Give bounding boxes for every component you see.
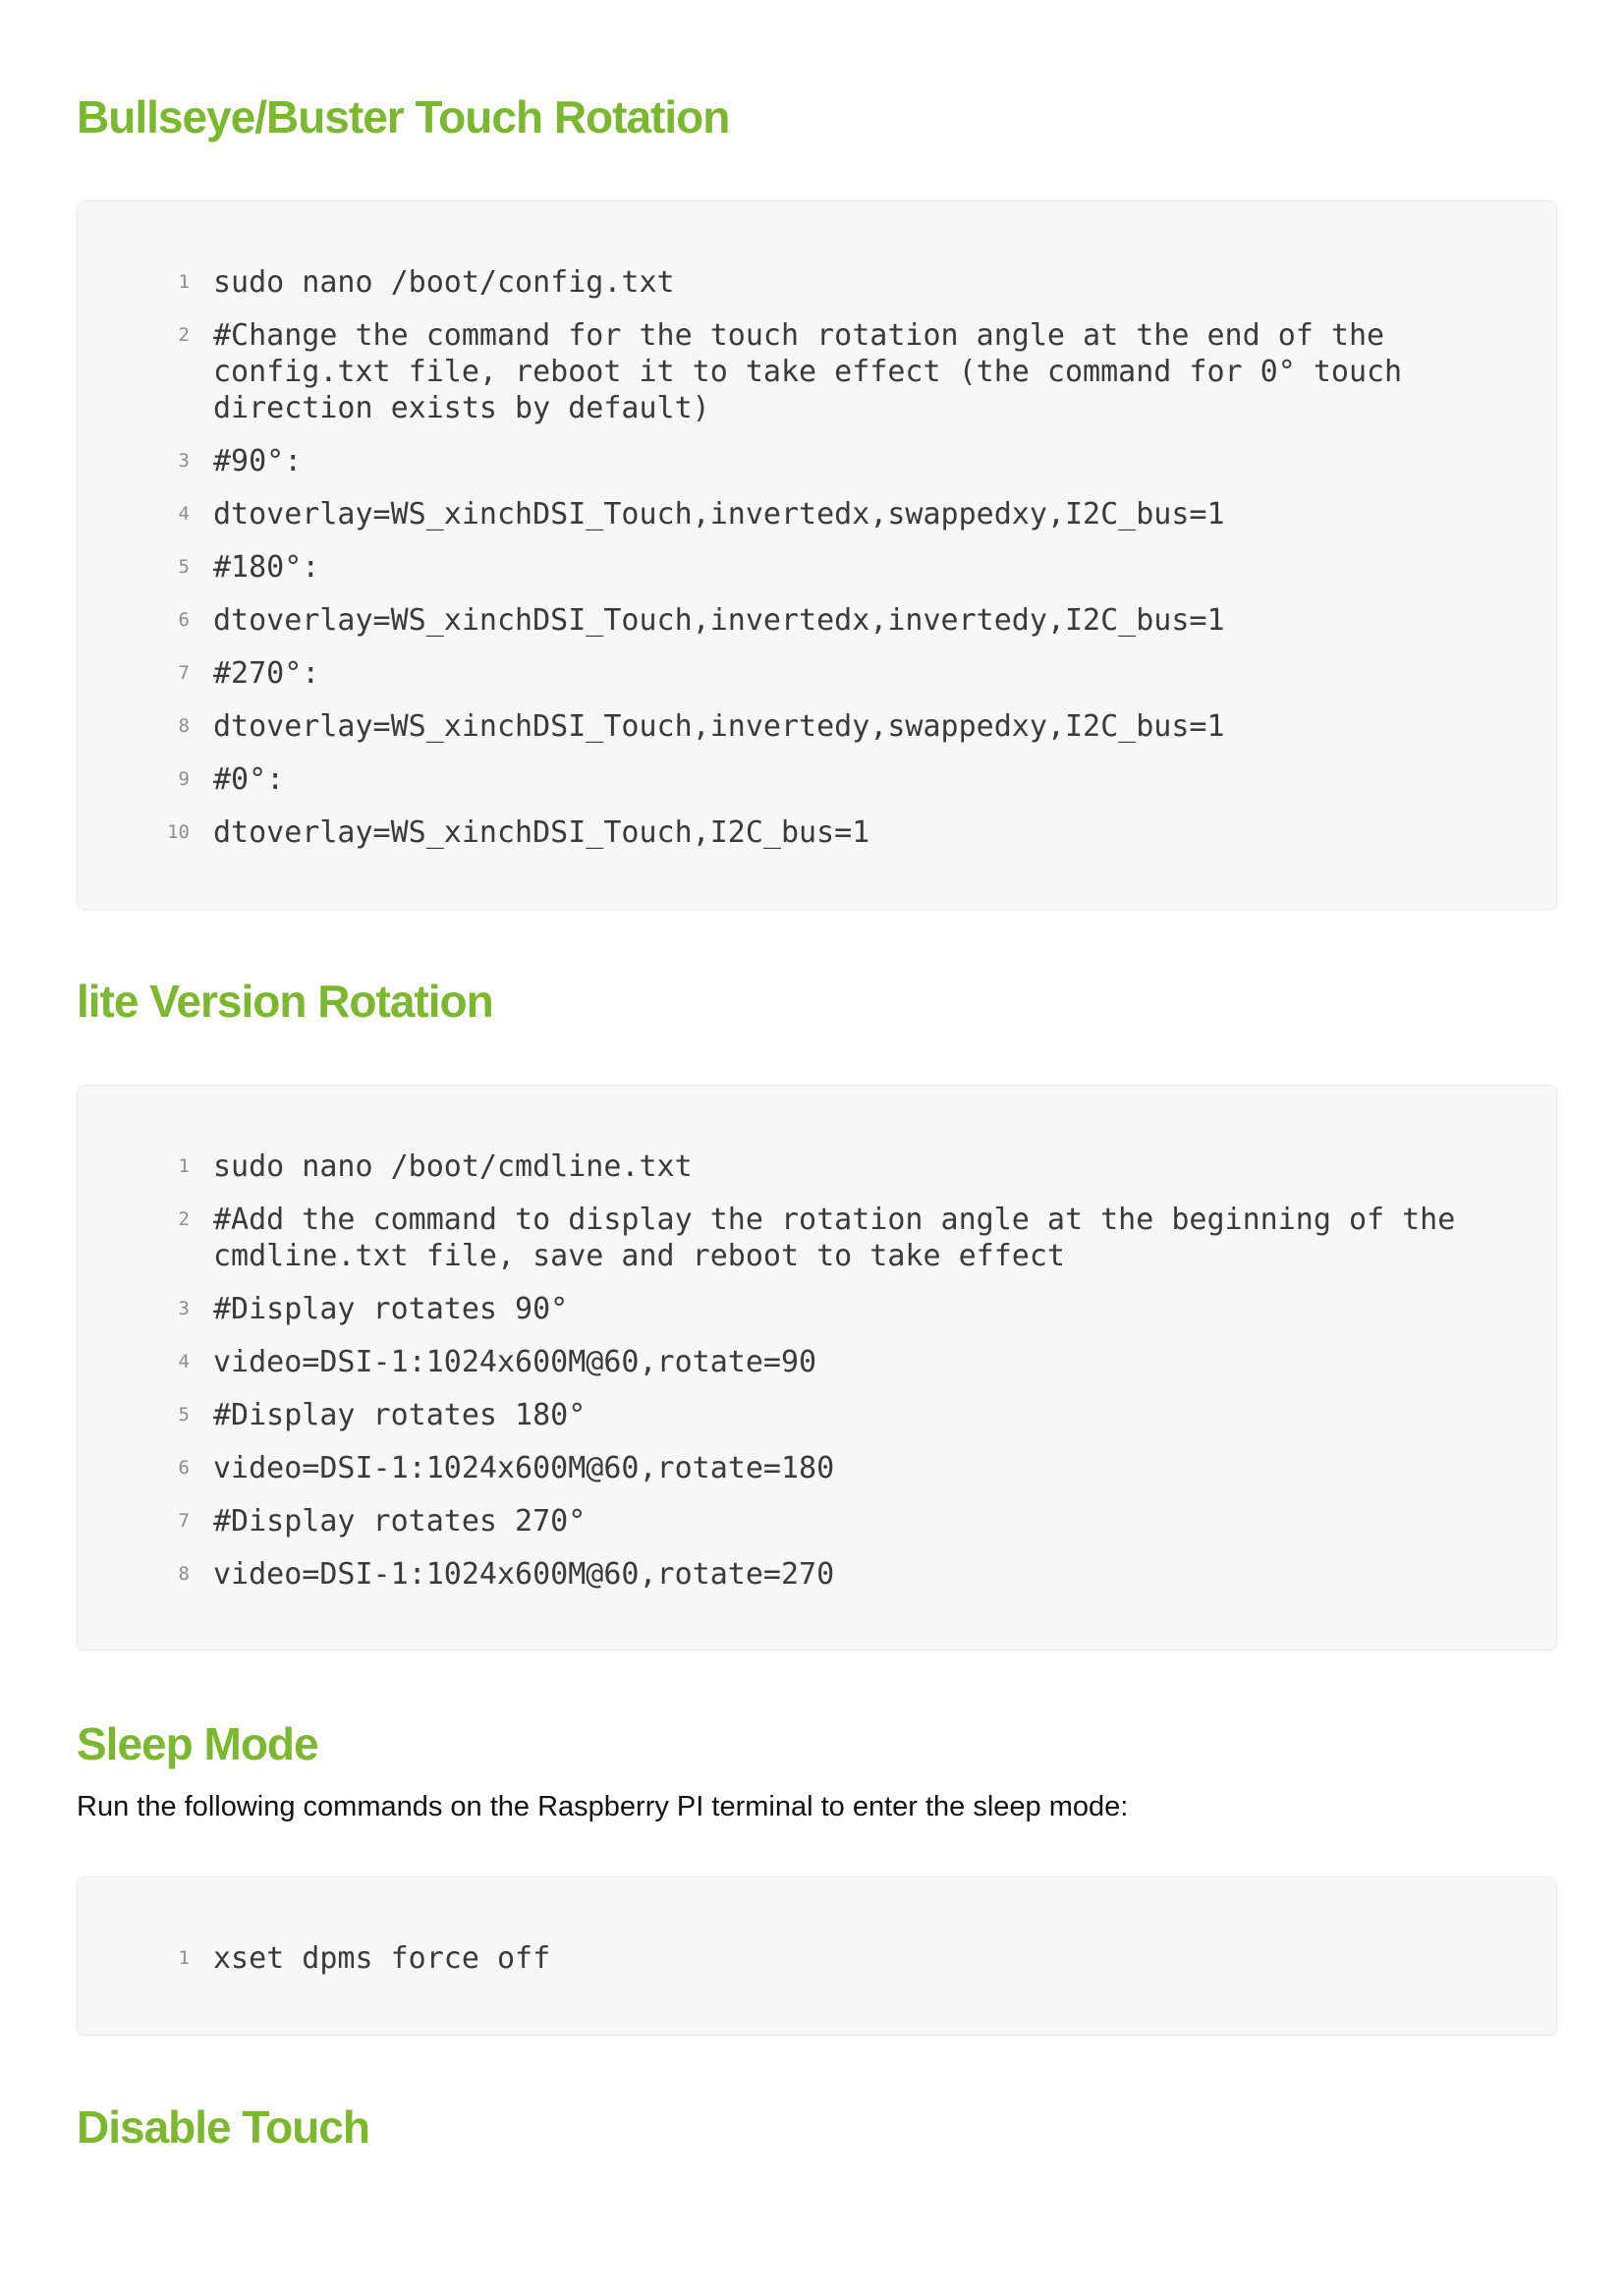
line-number: 1 bbox=[178, 1947, 190, 1969]
code-line bbox=[78, 1940, 1556, 1977]
code-line bbox=[78, 708, 1556, 745]
code-text: #270°: bbox=[213, 656, 320, 691]
code-text: #Change the command for the touch rotation angle at the end of the config.txt file, reboot it to take effect (the command for 0° touch direction exists by default) bbox=[213, 318, 1421, 425]
code-block-touch-rotation bbox=[77, 200, 1557, 910]
code-line bbox=[78, 1202, 1556, 1274]
line-number: 4 bbox=[178, 503, 190, 525]
line-number: 3 bbox=[178, 450, 190, 472]
line-number: 1 bbox=[178, 271, 190, 293]
code-line bbox=[78, 317, 1556, 426]
code-text: sudo nano /boot/config.txt bbox=[213, 265, 675, 300]
line-number: 5 bbox=[178, 1404, 190, 1426]
code-text: dtoverlay=WS_xinchDSI_Touch,invertedx,invertedy,I2C_bus=1 bbox=[213, 603, 1225, 638]
code-line bbox=[78, 1291, 1556, 1327]
code-text: #Display rotates 180° bbox=[213, 1398, 587, 1432]
line-number: 9 bbox=[178, 768, 190, 790]
code-line bbox=[78, 814, 1556, 851]
line-number: 3 bbox=[178, 1298, 190, 1319]
line-number: 8 bbox=[178, 715, 190, 737]
line-number: 2 bbox=[178, 1208, 190, 1230]
code-text: video=DSI-1:1024x600M@60,rotate=180 bbox=[213, 1451, 835, 1485]
code-text: #0°: bbox=[213, 762, 285, 797]
code-text: dtoverlay=WS_xinchDSI_Touch,invertedy,swappedxy,I2C_bus=1 bbox=[213, 709, 1225, 744]
section-heading-touch-rotation: Bullseye/Buster Touch Rotation bbox=[77, 91, 730, 142]
line-number: 10 bbox=[167, 821, 190, 843]
code-text: #90°: bbox=[213, 444, 303, 478]
code-block-sleep-mode bbox=[77, 1876, 1557, 2036]
code-line bbox=[78, 1450, 1556, 1486]
code-line bbox=[78, 264, 1556, 301]
code-line bbox=[78, 602, 1556, 639]
code-text: sudo nano /boot/cmdline.txt bbox=[213, 1149, 693, 1184]
section-heading-sleep-mode: Sleep Mode bbox=[77, 1718, 318, 1769]
code-text: #Add the command to display the rotation angle at the beginning of the cmdline.txt file, save and reboot to take effect bbox=[213, 1203, 1474, 1273]
line-number: 6 bbox=[178, 1457, 190, 1479]
code-line bbox=[78, 1503, 1556, 1539]
sleep-mode-description: Run the following commands on the Raspberry PI terminal to enter the sleep mode: bbox=[77, 1791, 1129, 1822]
code-line bbox=[78, 655, 1556, 692]
code-line bbox=[78, 443, 1556, 479]
code-text: #Display rotates 270° bbox=[213, 1504, 587, 1539]
code-line bbox=[78, 1344, 1556, 1380]
line-number: 4 bbox=[178, 1351, 190, 1372]
section-heading-disable-touch: Disable Touch bbox=[77, 2101, 369, 2153]
line-number: 1 bbox=[178, 1155, 190, 1177]
line-number: 8 bbox=[178, 1563, 190, 1585]
code-line bbox=[78, 761, 1556, 798]
line-number: 6 bbox=[178, 609, 190, 631]
code-text: xset dpms force off bbox=[213, 1941, 551, 1976]
code-text: video=DSI-1:1024x600M@60,rotate=90 bbox=[213, 1345, 817, 1379]
code-text: #180°: bbox=[213, 550, 320, 585]
line-number: 7 bbox=[178, 1510, 190, 1532]
code-line bbox=[78, 1397, 1556, 1433]
code-text: #Display rotates 90° bbox=[213, 1292, 569, 1326]
code-text: dtoverlay=WS_xinchDSI_Touch,invertedx,swappedxy,I2C_bus=1 bbox=[213, 497, 1225, 532]
code-line bbox=[78, 496, 1556, 532]
line-number: 7 bbox=[178, 662, 190, 684]
code-line bbox=[78, 1148, 1556, 1185]
section-heading-lite-rotation: lite Version Rotation bbox=[77, 976, 493, 1027]
code-text: dtoverlay=WS_xinchDSI_Touch,I2C_bus=1 bbox=[213, 815, 870, 850]
code-block-lite-rotation bbox=[77, 1085, 1557, 1651]
line-number: 2 bbox=[178, 324, 190, 346]
line-number: 5 bbox=[178, 556, 190, 578]
code-line bbox=[78, 549, 1556, 586]
code-line bbox=[78, 1556, 1556, 1593]
code-text: video=DSI-1:1024x600M@60,rotate=270 bbox=[213, 1557, 835, 1592]
